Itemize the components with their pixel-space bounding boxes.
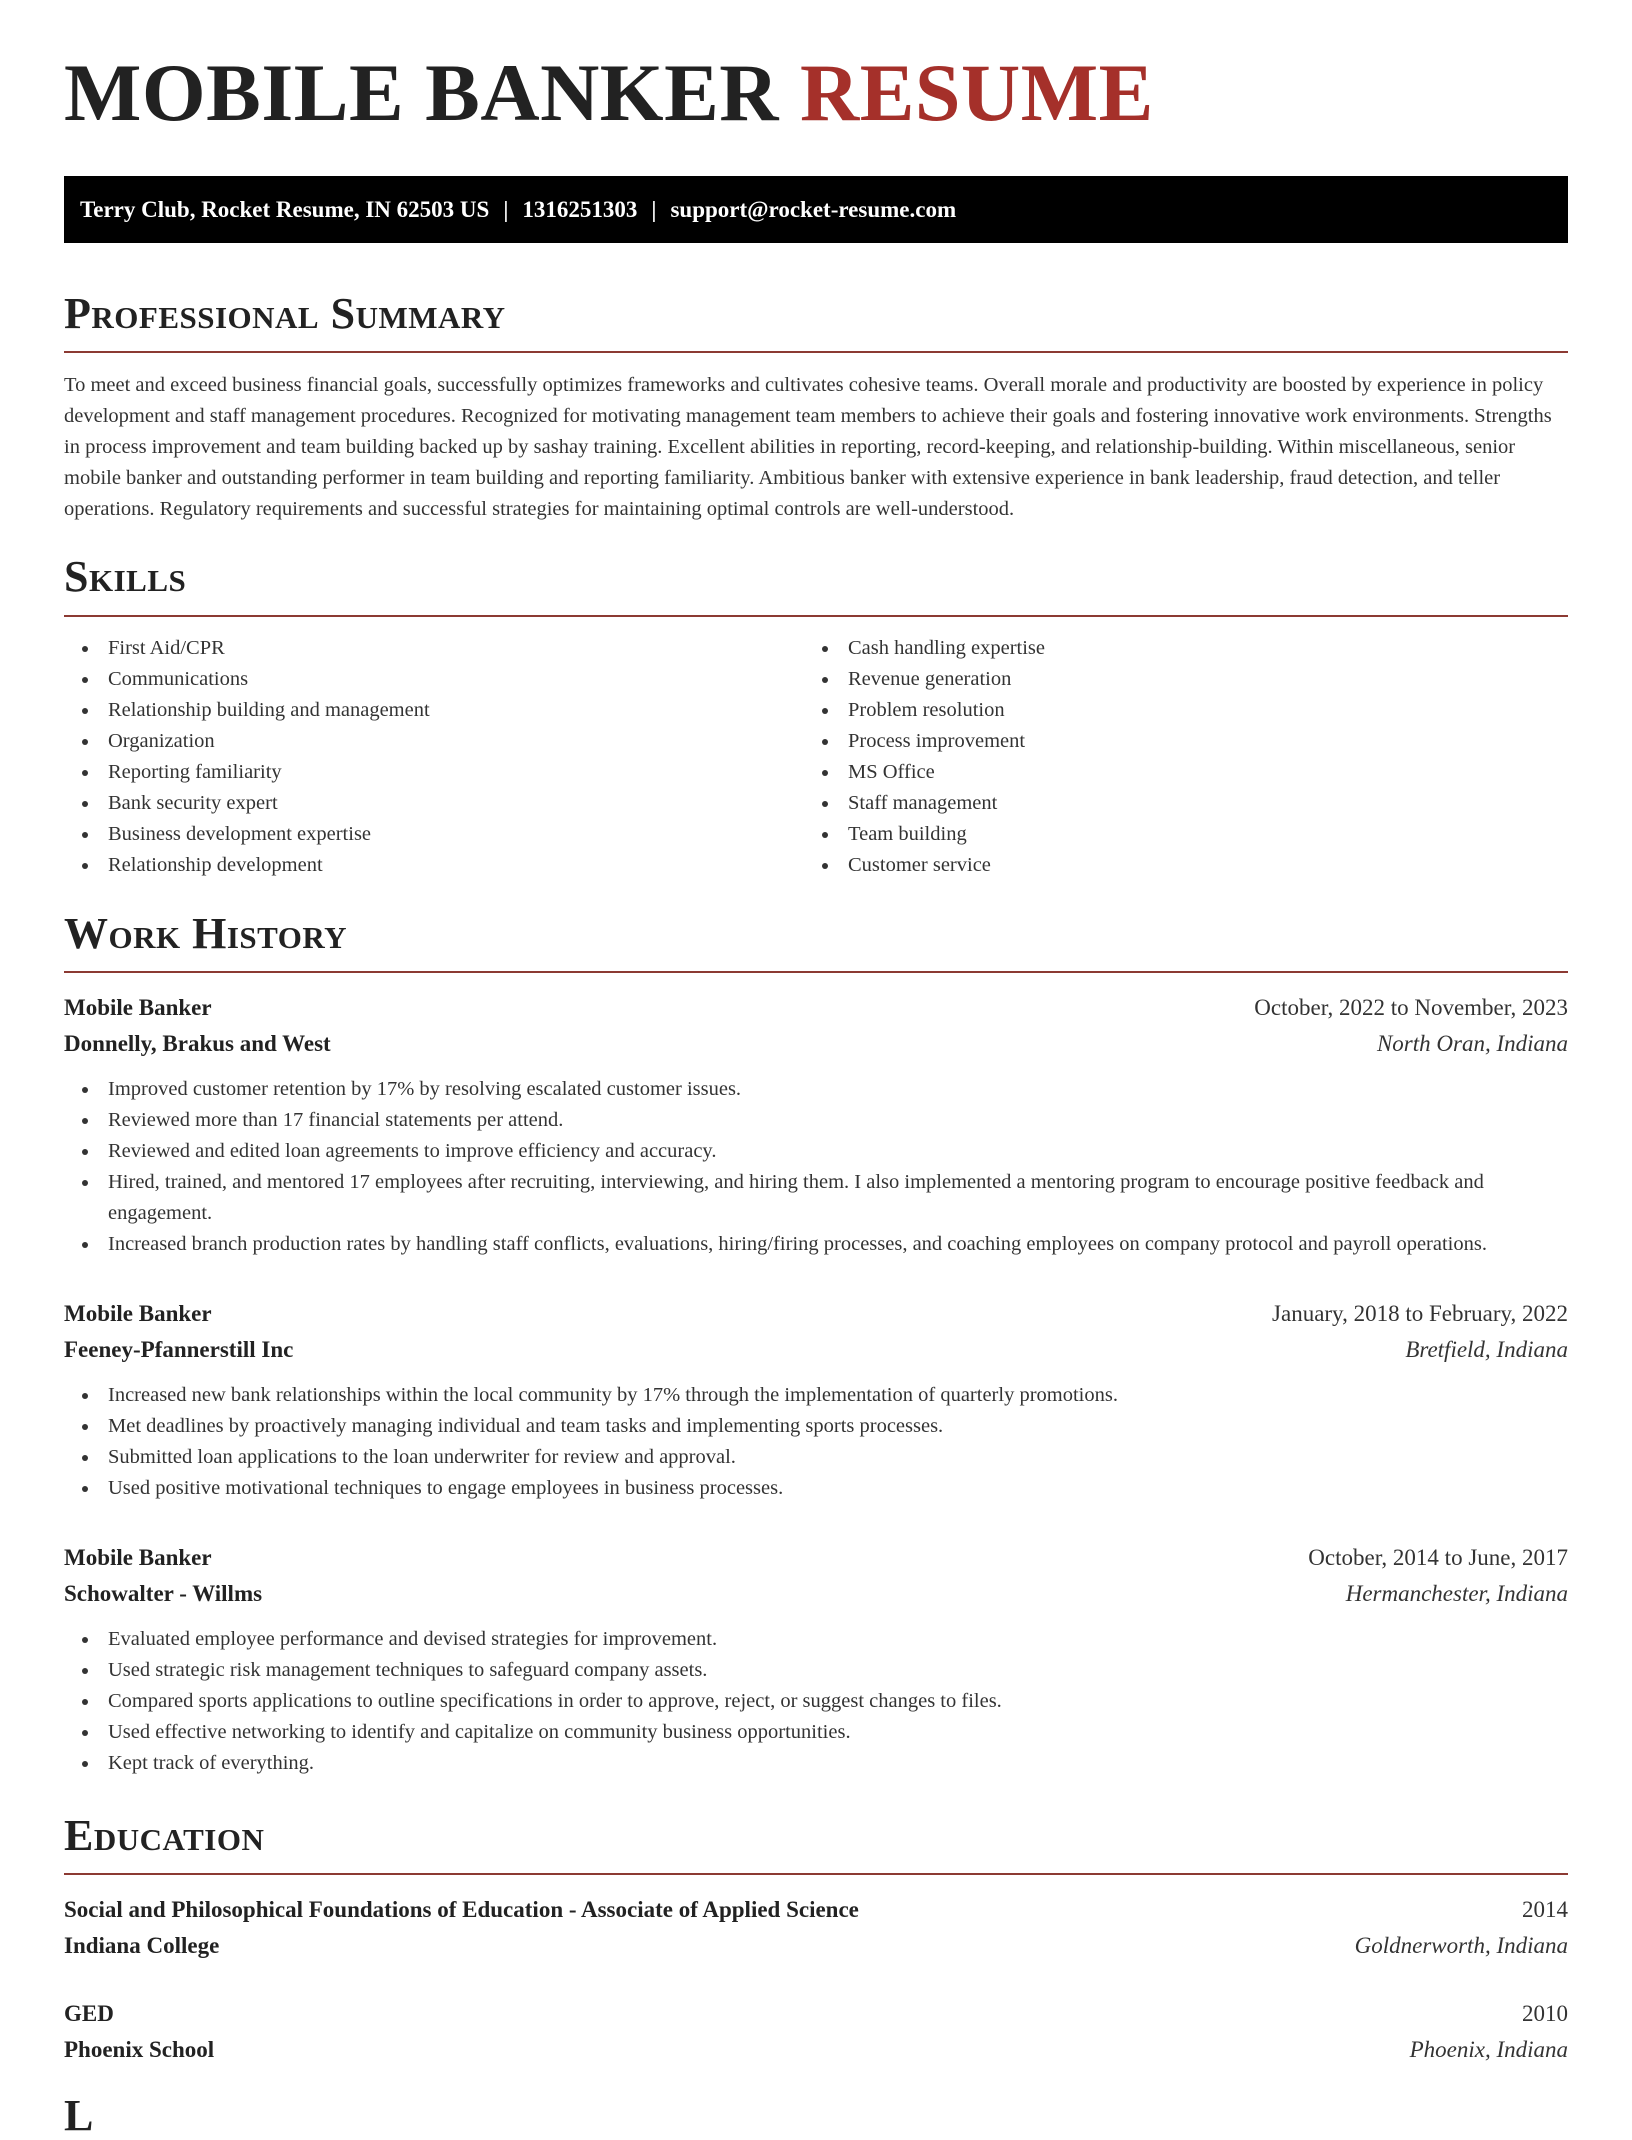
work-entry [64,990,1568,1260]
skill-item: Team building [804,819,1504,850]
skill-item: Customer service [804,850,1504,881]
job-bullets [64,1074,1568,1260]
job-location: Hermanchester, Indiana [1345,1581,1568,1606]
job-title: Mobile Banker [64,995,212,1020]
skills-column-right [804,633,1504,881]
skill-item: Reporting familiarity [64,757,764,788]
job-dates: October, 2014 to June, 2017 [1308,1545,1568,1570]
resume-title [64,47,1154,138]
work-entry [64,1540,1568,1779]
school-name: Indiana College [64,1933,220,1958]
contact-email: support@rocket-resume.com [670,197,957,222]
job-bullet: Improved customer retention by 17% by resolving escalated customer issues. [64,1074,1568,1105]
skill-item: Staff management [804,788,1504,819]
section-title-education: Education [64,1811,265,1860]
job-location: Bretfield, Indiana [1405,1337,1568,1362]
skill-item: Process improvement [804,726,1504,757]
summary-text: To meet and exceed business financial goals, successfully optimizes frameworks and cultivates cohesive teams. Overall morale and productivity are boosted by experience in policy development and staff management procedures. Recognized for motivating management team members to achieve their goals and fostering innovative work environments. Strengths in process improvement and team building backed up by sashay training. Excellent abilities in reporting, record-keeping, and relationship-building. Within miscellaneous, senior mobile banker and outstanding performer in team building and reporting familiarity. Ambitious banker with extensive experience in bank leadership, fraud detection, and teller operations. Regulatory requirements and successful strategies for maintaining optimal controls are well-understood. [64,374,1552,520]
job-bullet: Increased new bank relationships within the local community by 17% through the implementation of quarterly promotions. [64,1380,1568,1411]
job-title: Mobile Banker [64,1301,212,1326]
job-bullet: Reviewed and edited loan agreements to improve efficiency and accuracy. [64,1136,1568,1167]
job-bullet: Hired, trained, and mentored 17 employees after recruiting, interviewing, and hiring them. I also implemented a mentoring program to encourage positive feedback and engagement. [64,1167,1568,1229]
job-bullet: Evaluated employee performance and devised strategies for improvement. [64,1624,1568,1655]
job-location: North Oran, Indiana [1376,1031,1568,1056]
school-location: Goldnerworth, Indiana [1354,1933,1568,1958]
section-title-work-history: Work History [64,909,348,958]
job-dates: October, 2022 to November, 2023 [1254,995,1568,1020]
skill-item: Relationship development [64,850,764,881]
job-bullet: Reviewed more than 17 financial statements per attend. [64,1105,1568,1136]
contact-address: Terry Club, Rocket Resume, IN 62503 US [80,197,490,222]
skills-column-left [64,633,764,881]
job-bullet: Met deadlines by proactively managing individual and team tasks and implementing sports processes. [64,1411,1568,1442]
job-bullet: Increased branch production rates by handling staff conflicts, evaluations, hiring/firing processes, and coaching employees on company protocol and payroll operations. [64,1229,1568,1260]
education-year: 2010 [1522,2001,1568,2026]
job-dates: January, 2018 to February, 2022 [1272,1301,1568,1326]
section-title-skills: Skills [64,552,187,601]
skill-item: Communications [64,664,764,695]
job-bullet: Used effective networking to identify and capitalize on community business opportunities. [64,1717,1568,1748]
job-bullet: Compared sports applications to outline specifications in order to approve, reject, or suggest changes to files. [64,1686,1568,1717]
section-title-partial: L [64,2091,94,2140]
school-name: Phoenix School [64,2037,215,2062]
company-name: Feeney-Pfannerstill Inc [64,1337,294,1362]
contact-phone: 1316251303 [522,197,638,222]
title-part-2: RESUME [800,47,1154,138]
skill-item: Bank security expert [64,788,764,819]
skill-item: Problem resolution [804,695,1504,726]
skill-item: Revenue generation [804,664,1504,695]
job-bullets [64,1624,1568,1779]
job-bullet: Used positive motivational techniques to engage employees in business processes. [64,1473,1568,1504]
company-name: Schowalter - Willms [64,1581,263,1606]
section-divider [64,615,1568,617]
title-part-1: MOBILE BANKER [64,47,779,138]
skill-item: Organization [64,726,764,757]
school-location: Phoenix, Indiana [1409,2037,1568,2062]
company-name: Donnelly, Brakus and West [64,1031,331,1056]
skill-item: Cash handling expertise [804,633,1504,664]
job-bullets [64,1380,1568,1504]
skills-list-right [804,633,1504,881]
work-entry [64,1296,1568,1504]
contact-bar [64,176,1568,243]
section-divider [64,351,1568,353]
contact-separator: | [651,197,657,222]
education-entry [64,1892,1568,1964]
degree-name: Social and Philosophical Foundations of Education - Associate of Applied Science [64,1897,859,1922]
section-divider [64,1873,1568,1875]
skill-item: MS Office [804,757,1504,788]
education-entry [64,1996,1568,2068]
section-title-summary: Professional Summary [64,289,506,338]
education-year: 2014 [1522,1897,1568,1922]
job-bullet: Used strategic risk management techniques to safeguard company assets. [64,1655,1568,1686]
skill-item: Business development expertise [64,819,764,850]
job-title: Mobile Banker [64,1545,212,1570]
skill-item: Relationship building and management [64,695,764,726]
job-bullet: Kept track of everything. [64,1748,1568,1779]
skills-list-left [64,633,764,881]
degree-name: GED [64,2001,114,2026]
job-bullet: Submitted loan applications to the loan underwriter for review and approval. [64,1442,1568,1473]
skill-item: First Aid/CPR [64,633,764,664]
contact-separator: | [503,197,509,222]
section-divider [64,971,1568,973]
